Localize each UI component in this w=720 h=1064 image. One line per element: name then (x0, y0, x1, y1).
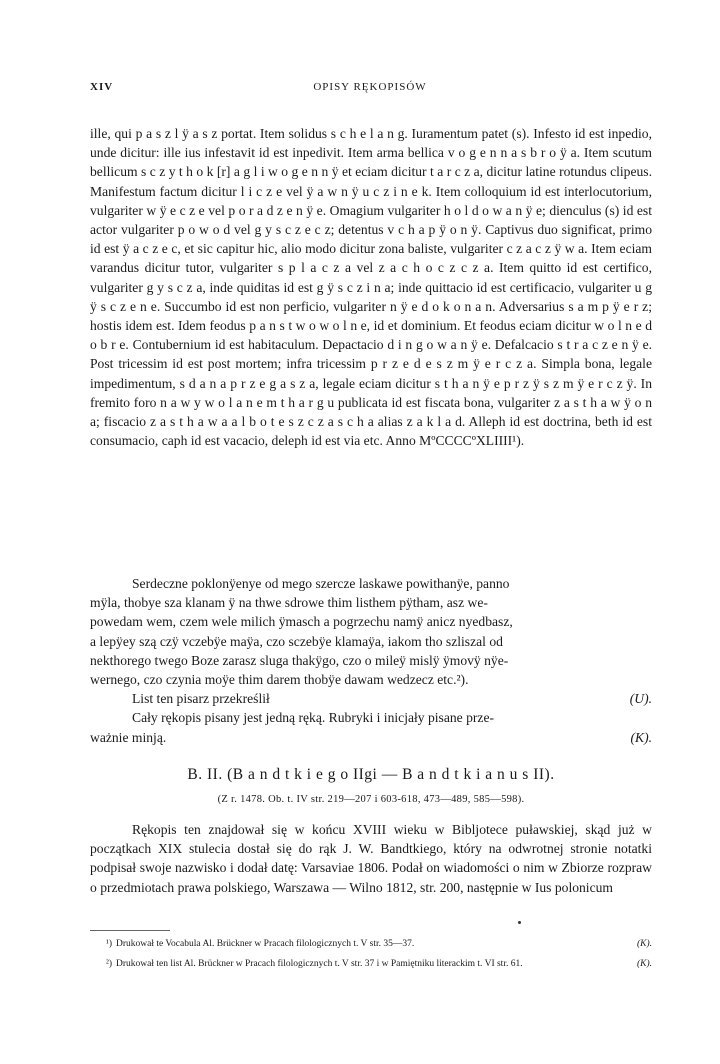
letter-line: wernego, czo czynia moÿe thim darem thobÿe dawam wedzecz etc.²). (90, 672, 469, 688)
signature-mark: (K). (636, 959, 652, 969)
vocabula-paragraph (90, 124, 652, 450)
stray-dot (518, 921, 521, 924)
signature-mark: (U). (629, 691, 652, 707)
footnote-number: ¹) (105, 939, 112, 949)
section-heading: B. II. (B a n d t k i e g o IIgi — B a n d t k i a n u s II). (187, 766, 555, 783)
section-subtitle: (Z r. 1478. Ob. t. IV str. 219—207 i 603-618, 473—489, 585—598). (217, 794, 525, 805)
footnote-rule (90, 930, 170, 931)
letter-line: powedam wem, czem wele milich ÿmasch a pogrzechu namÿ anicz nyedbasz, (90, 614, 513, 630)
footnote (90, 957, 652, 972)
signature-mark: (K). (636, 939, 652, 949)
letter-block (90, 574, 652, 747)
letter-line: nekthorego twego Boze zarasz sluga thakÿgo, czo o mileÿ mislÿ ÿmovÿ nÿe- (90, 652, 509, 668)
footnote-text: Drukował te Vocabula Al. Brückner w Pracach filologicznych t. V str. 35—37. (116, 939, 415, 949)
footnote (90, 937, 652, 952)
paragraph-text: Rękopis ten znajdował się w końcu XVIII wieku w Bibljotece puławskiej, skąd już w początkach XIX stulecia dostał się do rąk J. W. Bandtkiego, który na odwrotnej stronie notatki podpisał swoje nazwisko i dodał datę: Varsaviae 1806. Podał on wiadomości o nim w Zbiorze rozpraw o przedmiotach prawa polskiego, Warszawa — Wilno 1812, str. 200, następnie w Ius polonicum (90, 822, 652, 895)
page-number: XIV (90, 81, 114, 93)
footnote-text: Drukował ten list Al. Brückner w Pracach filologicznych t. V str. 37 i w Pamiętniku literackim t. VI str. 61. (116, 959, 523, 969)
letter-line: a lepÿey szą czÿ vczebÿe maÿa, czo sczebÿe klamaÿa, iakom tho szliszal od (90, 633, 503, 649)
description-line: Cały rękopis pisany jest jedną ręką. Rubryki i inicjały pisane prze- (132, 710, 495, 726)
footnote-number: ²) (105, 959, 112, 969)
paragraph-text: ille, qui p a s z l ÿ a s z portat. Item solidus s c h e l a n g. Iuramentum patet (s). Infesto id est inpedio, unde dicitur: ille ius infestavit id est inpedivit. Item arma bellica v o g e n n a s b r o ÿ a. Item scutum bellicum s c z y t h o k [r] a g l i w o g e n n ÿ et eciam dicitur t a r c z a, dicitur latine rotundus clipeus. Manifestum factum dicitur l i c z e vel ÿ a w n ÿ u c z i n e k. Item colloquium id est interlocutorium, vulgariter w ÿ e c z e vel p o r a d z e n ÿ e. Omagium vulgariter h o l d o w a n ÿ e; dienculus (s) id est actor vulgariter p o w o d vel g y s c z e c z; detentus v c h a p ÿ o n ÿ. Captivus duo significat, primo id est ÿ a c z e c, et sic capitur hic, alio modo dicitur zona baliste, vulgariter c z a c z ÿ w a. Item eciam varandus dicitur tutor, vulgariter s p l a c z a vel z a c h o c z c z a. Item quitto id est certifico, vulgariter g y s c z a, inde quiditas id est g ÿ s c z i n a; inde quittacio id est certificacio, vulgariter u g ÿ s c z e n e. Succumbo id est non perficio, vulgariter n ÿ e d o k o n a n. Adversarius s a m p ÿ e r z; hostis idem est. Idem feodus p a n s t w o w o l n e, id et dominium. Et feodus eciam dicitur w o l n e d o b r e. Contubernium id est habitaculum. Depactacio d i n g o w a n ÿ e. Defalcacio s t r a c z e n ÿ e. Post tricessim id est post mortem; infra tricessim p r z e d e s z m ÿ e r c z a. Simpla bona, legale impedimentum, s d a n a p r z e g a s z a, legale eciam dicitur s t h a n ÿ e p r z ÿ s z m ÿ e r c z ÿ. In fremito foro n a w y w o l a n e m t h a r g u publicata id est fiscata bona, vulgariter z a s t h a w ÿ o n a; fiscacio z a s t h a w a a l b o t e s z c z a s c h a alias z a k l a d. Alleph id est doctrina, beth id est consumacio, caph id est vacacio, deleph id est via etc. Anno MºCCCCºXLIIII¹). (90, 126, 652, 449)
note-line: List ten pisarz przekreślił (U). (90, 689, 652, 708)
letter-line: Serdeczne poklonÿenye od mego szercze laskawe powithanÿe, panno (132, 576, 510, 591)
running-header (90, 81, 650, 97)
signature-mark: (K). (630, 729, 652, 745)
running-title: OPISY RĘKOPISÓW (313, 81, 427, 93)
description-line: ważnie minją. (K). (90, 728, 652, 747)
description-paragraph (90, 820, 652, 897)
letter-line: mÿla, thobye sza klanam ÿ na thwe sdrowe thim listhem pÿtham, asz we- (90, 595, 488, 611)
